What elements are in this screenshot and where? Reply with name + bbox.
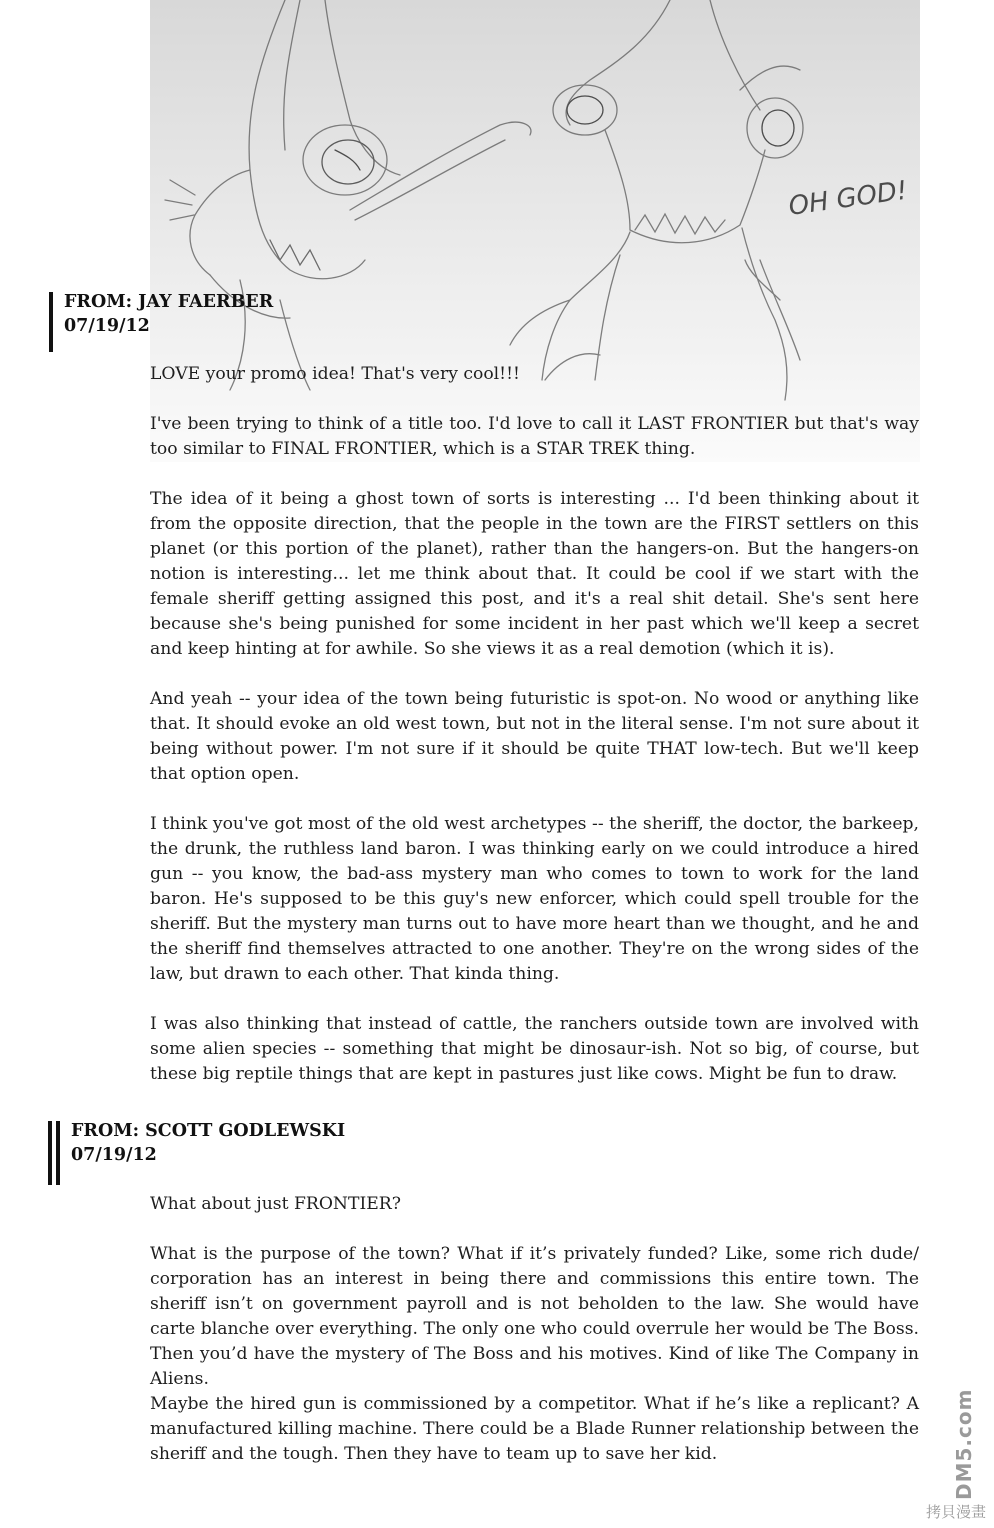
email-paragraph: I was also thinking that instead of cattle, the ranchers outside town are involved with some alien species -- something that might be dinosaur-ish. Not so big, of course, but these big reptile things that are kept in pastures just like cows. Might be fun to draw. (150, 1014, 919, 1084)
section-marker (49, 292, 53, 352)
email-paragraph: I think you've got most of the old west archetypes -- the sheriff, the doctor, the barkeep, the drunk, the ruthless land baron. I was thinking early on we could introduce a hired gun -- you know, the bad-ass mystery man who comes to town to work for the land baron. He's supposed to be this guy's new enforcer, which could spell trouble for the sheriff. But the mystery man turns out to have more heart than we thought, and he and the sheriff find themselves attracted to one another. They're on the wrong sides of the law, but drawn to each other. That kinda thing. (150, 814, 919, 984)
section-marker (48, 1121, 60, 1185)
email-paragraph: I've been trying to think of a title too. I'd love to call it LAST FRONTIER but that's way too similar to FINAL FRONTIER, which is a STAR TREK thing. (150, 414, 919, 459)
email-paragraph: Maybe the hired gun is commissioned by a competitor. What if he’s like a replicant? A manufactured killing machine. There could be a Blade Runner relationship between the sheriff and the tough. Then they have to team up to save her kid. (150, 1394, 919, 1464)
sketch-caption: OH GOD! (786, 175, 910, 222)
email-date: 07/19/12 (64, 316, 150, 336)
pencil-sketch-illustration (150, 0, 920, 462)
email-header-2 (71, 1119, 345, 1167)
site-logo-watermark: DM5.com (952, 1388, 976, 1500)
email-sender: FROM: SCOTT GODLEWSKI (71, 1121, 346, 1141)
email-paragraph: LOVE your promo idea! That's very cool!!! (150, 364, 520, 384)
email-paragraph: What about just FRONTIER? (150, 1194, 401, 1214)
email-sender: FROM: JAY FAERBER (64, 292, 274, 312)
email-paragraph: What is the purpose of the town? What if it’s privately funded? Like, some rich dude/ corporation has an interest in being there and commissions this entire town. The sheriff isn’t on government payroll and is not beholden to the law. She would have carte blanche over everything. The only one who could overrule her would be The Boss. Then you’d have the mystery of The Boss and his motives. Kind of like The Company in Aliens. (150, 1244, 919, 1389)
email-paragraph: The idea of it being a ghost town of sorts is interesting ... I'd been thinking about it from the opposite direction, that the people in the town are the FIRST settlers on this planet (or this portion of the planet), rather than the hangers-on. But the hangers-on notion is interesting... let me think about that. It could be cool if we start with the female sheriff getting assigned this post, and it's a real shit detail. She's sent here because she's being punished for some incident in her past which we'll keep a secret and keep hinting at for awhile. So she views it as a real demotion (which it is). (150, 489, 919, 659)
email-header-1 (64, 290, 273, 338)
site-watermark: 拷貝漫畫 (925, 1503, 986, 1521)
email-date: 07/19/12 (71, 1145, 157, 1165)
email-paragraph: And yeah -- your idea of the town being futuristic is spot-on. No wood or anything like that. It should evoke an old west town, but not in the literal sense. I'm not sure about it being without power. I'm not sure if it should be quite THAT low-tech. But we'll keep that option open. (150, 689, 919, 784)
